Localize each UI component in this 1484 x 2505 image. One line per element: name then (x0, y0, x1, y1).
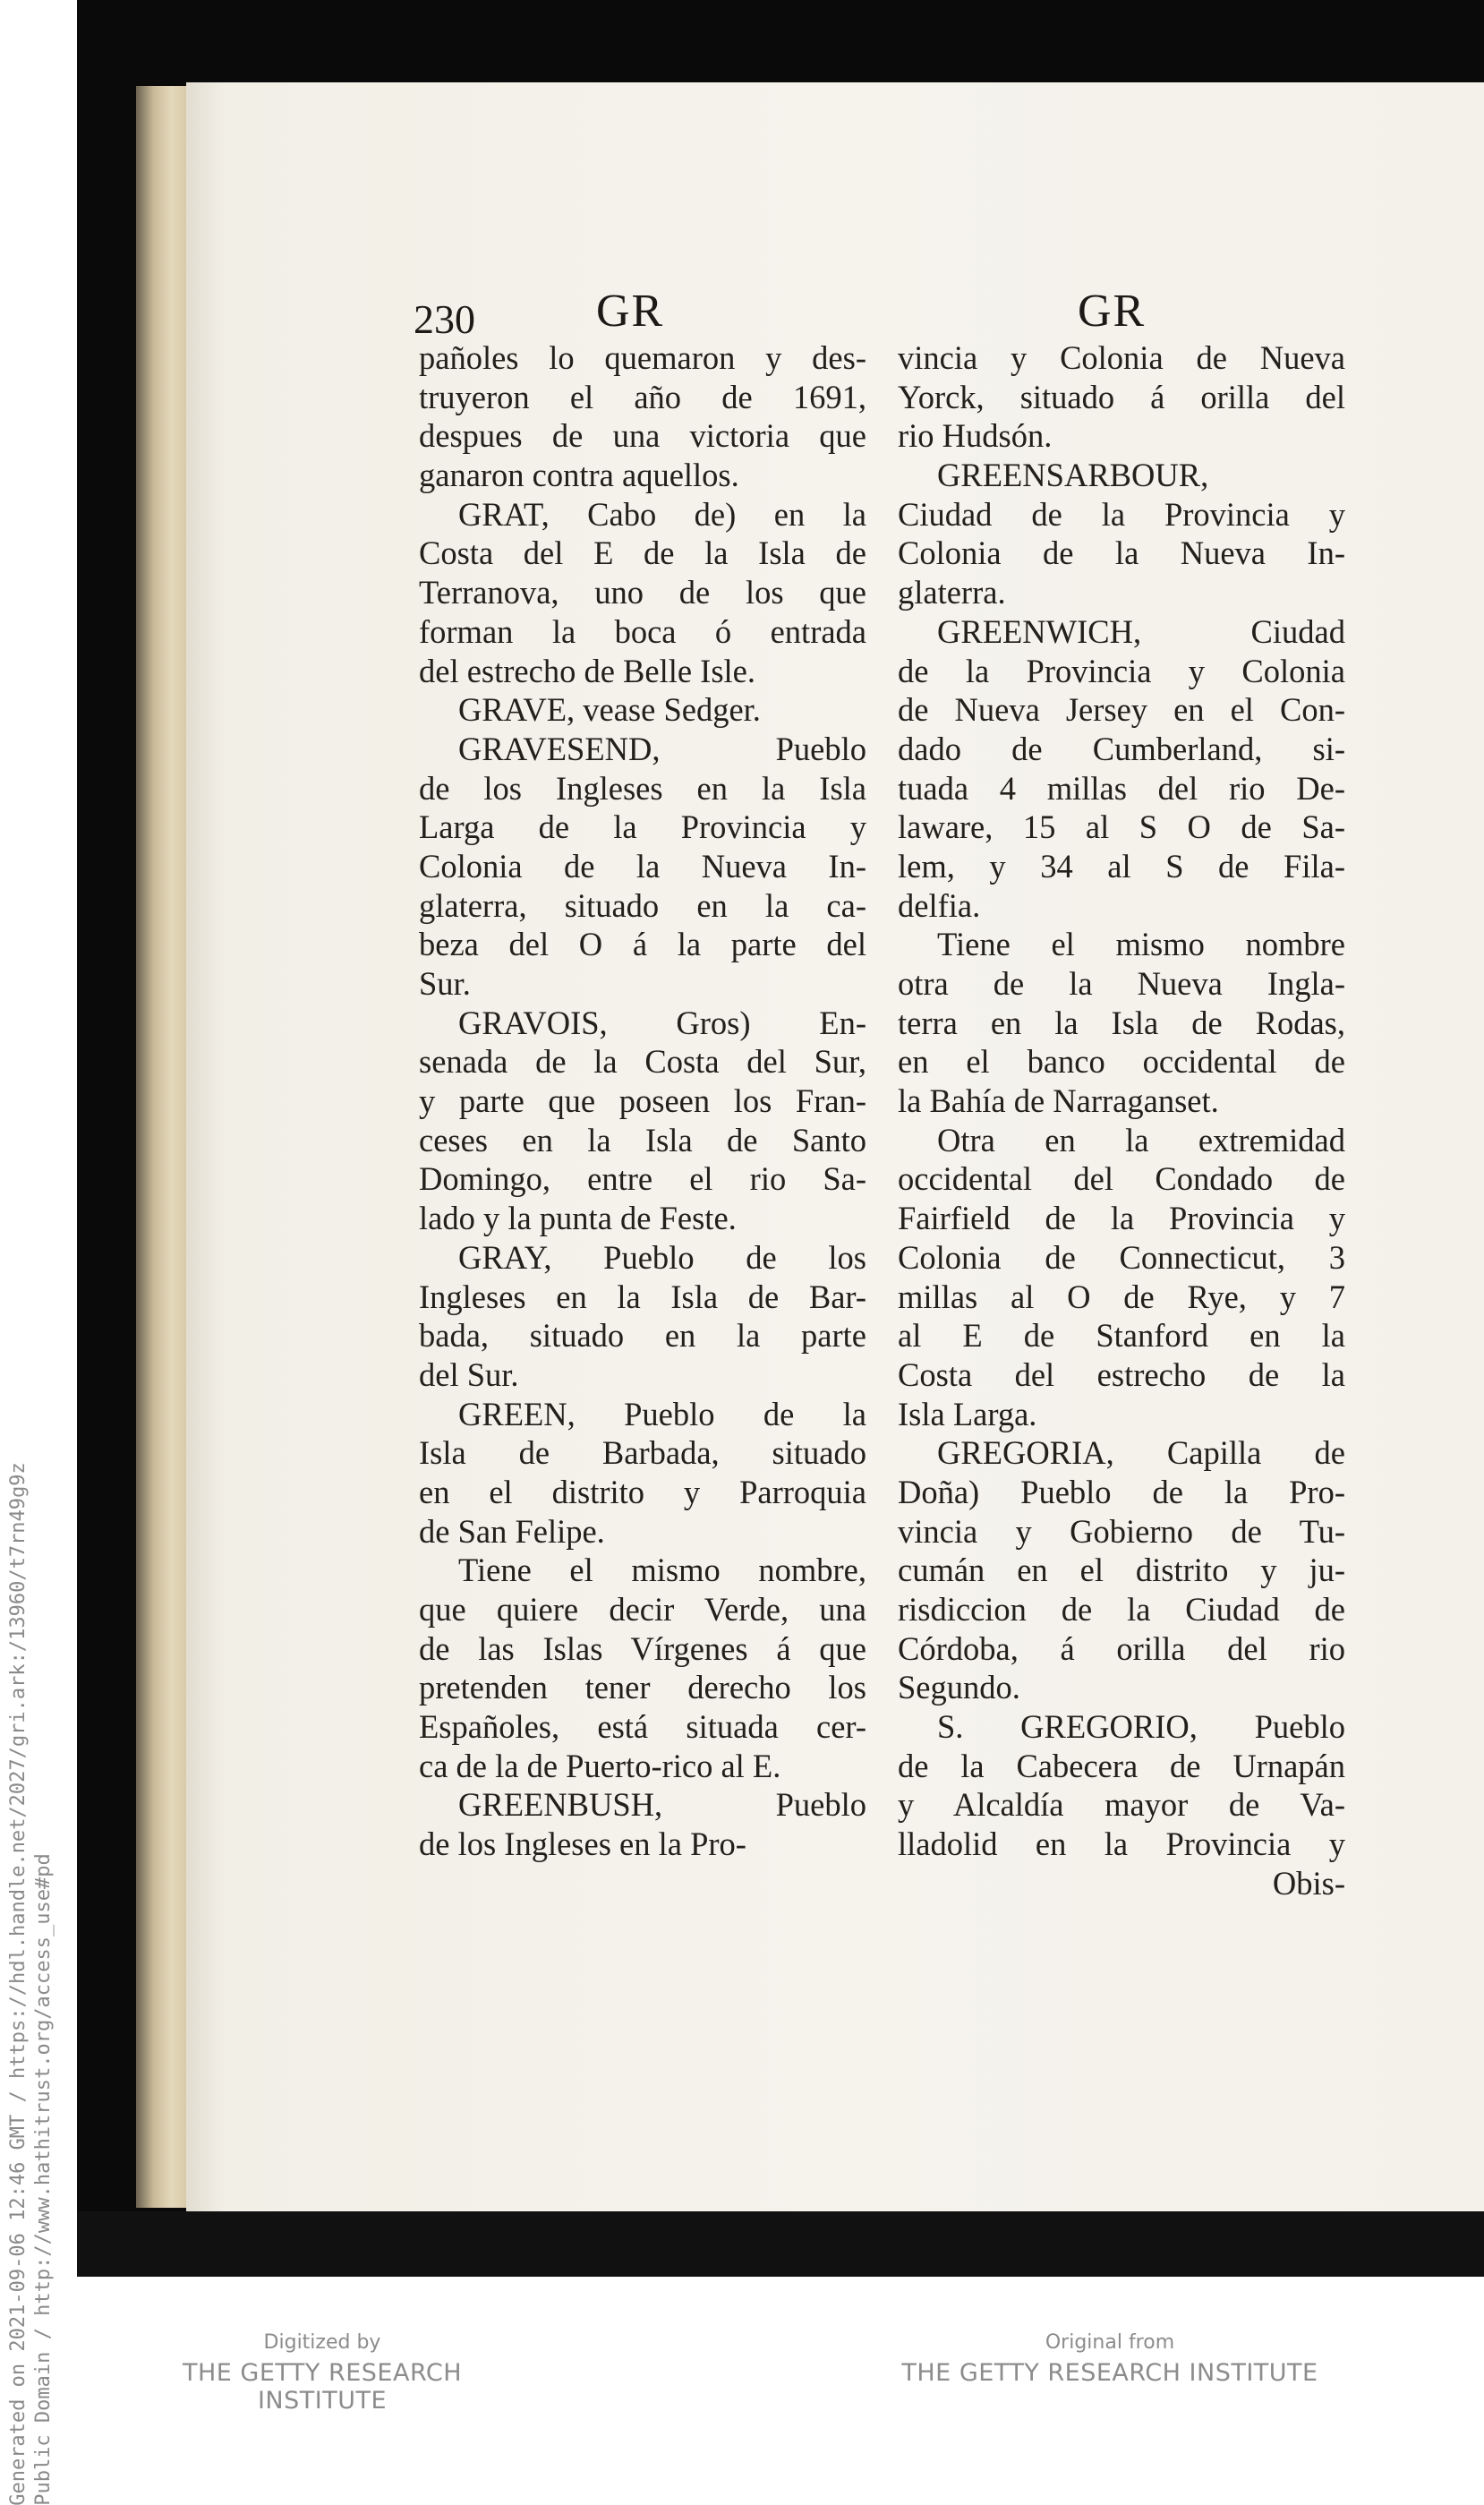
right-column-line: Isla Larga. (898, 1395, 1037, 1432)
right-column-line: terra en la Isla de Rodas, (898, 1004, 1345, 1041)
left-column-line: GRAVESEND, Pueblo (458, 730, 866, 767)
left-column-line: del Sur. (419, 1355, 519, 1393)
right-column-line: Otra en la extremidad (937, 1121, 1345, 1158)
left-column-line: lado y la punta de Feste. (419, 1200, 737, 1237)
left-column-line: pretenden tener derecho los (419, 1669, 866, 1706)
left-column-line: Larga de la Provincia y (419, 808, 866, 846)
left-text-column (419, 338, 866, 1864)
left-column-line: pañoles lo quemaron y des- (419, 339, 866, 376)
left-column-line: beza del O á la parte del (419, 926, 866, 963)
left-column-line: bada, situado en la parte (419, 1317, 866, 1355)
left-column-line: ganaron contra aquellos. (419, 457, 739, 494)
left-column-line: GRAT, Cabo de) en la (458, 495, 866, 533)
left-column-line: Terranova, uno de los que (419, 574, 866, 611)
right-column-line: dado de Cumberland, si- (898, 730, 1345, 767)
left-column-line: de las Islas Vírgenes á que (419, 1629, 866, 1667)
hathitrust-margin-stamp (0, 0, 63, 2505)
right-column-line: Doña) Pueblo de la Pro- (898, 1473, 1345, 1510)
right-column-line: tuada 4 millas del rio De- (898, 769, 1345, 807)
left-column-line: senada de la Costa del Sur, (419, 1043, 866, 1081)
left-column-line: Domingo, entre el rio Sa- (419, 1160, 866, 1198)
original-from-label: Original from (1045, 2331, 1175, 2354)
right-column-line: millas al O de Rye, y 7 (898, 1278, 1345, 1315)
right-column-line: Fairfield de la Provincia y (898, 1200, 1345, 1237)
left-column-line: de San Felipe. (419, 1512, 605, 1550)
right-column-line: glaterra. (898, 574, 1006, 611)
right-column-line: en el banco occidental de (898, 1043, 1345, 1081)
left-column-line: Costa del E de la Isla de (419, 534, 866, 572)
left-column-line: Sur. (419, 965, 471, 1002)
right-column-line: GREENSARBOUR, (937, 457, 1209, 494)
right-column-line: delfia. (898, 886, 981, 924)
digitized-by-credit (143, 2331, 501, 2415)
digitized-by-label: Digitized by (263, 2331, 381, 2354)
right-column-line: Colonia de la Nueva In- (898, 534, 1345, 572)
left-column-line: glaterra, situado en la ca- (419, 886, 866, 924)
left-column-line: ca de la de Puerto-rico al E. (419, 1747, 781, 1784)
right-column-line: de Nueva Jersey en el Con- (898, 691, 1345, 729)
left-column-line: forman la boca ó entrada (419, 612, 866, 650)
left-column-line: y parte que poseen los Fran- (419, 1082, 866, 1120)
right-column-line: Tiene el mismo nombre (937, 926, 1345, 963)
left-column-line: Tiene el mismo nombre, (458, 1552, 866, 1589)
right-column-line: Colonia de Connecticut, 3 (898, 1238, 1345, 1276)
right-column-line: risdiccion de la Ciudad de (898, 1591, 1345, 1628)
right-column-line: Ciudad de la Provincia y (898, 495, 1345, 533)
right-column-line: Obis- (1272, 1864, 1345, 1902)
page-number: 230 (414, 296, 475, 342)
right-column-line: lem, y 34 al S de Fila- (898, 847, 1345, 885)
left-column-line: Colonia de la Nueva In- (419, 847, 866, 885)
original-from-credit (886, 2331, 1334, 2387)
margin-stamp-line-2: Public Domain / http://www.hathitrust.org/access_use#pd (32, 1852, 55, 2505)
left-column-line: truyeron el año de 1691, (419, 378, 866, 415)
right-column-line: vincia y Colonia de Nueva (898, 339, 1345, 376)
right-column-line: laware, 15 al S O de Sa- (898, 808, 1345, 846)
left-column-line: de los Ingleses en la Isla (419, 769, 866, 807)
left-column-line: que quiere decir Verde, una (419, 1591, 866, 1628)
right-column-line: Córdoba, á orilla del rio (898, 1629, 1345, 1667)
scan-bottom-border (77, 2211, 1484, 2277)
left-column-line: Isla de Barbada, situado (419, 1434, 866, 1472)
right-column-line: rio Hudsón. (898, 417, 1053, 455)
margin-stamp-line-1: Generated on 2021-09-06 12:46 GMT / https://hdl.handle.net/2027/gri.ark:/13960/t7rn49g9z (7, 1461, 30, 2505)
left-column-line: GRAVOIS, Gros) En- (458, 1004, 866, 1041)
digitized-by-institution: THE GETTY RESEARCH INSTITUTE (182, 2359, 463, 2415)
right-column-line: cumán en el distrito y ju- (898, 1552, 1345, 1589)
right-column-line: Costa del estrecho de la (898, 1355, 1345, 1393)
left-column-line: GRAY, Pueblo de los (458, 1238, 866, 1276)
right-column-line: la Bahía de Narraganset. (898, 1082, 1219, 1120)
left-column-line: Ingleses en la Isla de Bar- (419, 1278, 866, 1315)
running-head-left: GR (596, 286, 665, 337)
right-text-column (898, 338, 1345, 1903)
right-column-line: de la Provincia y Colonia (898, 652, 1345, 689)
right-column-line: de la Cabecera de Urnapán (898, 1747, 1345, 1784)
left-column-line: Españoles, está situada cer- (419, 1708, 866, 1746)
right-column-line: Segundo. (898, 1669, 1020, 1706)
left-column-line: ceses en la Isla de Santo (419, 1121, 866, 1158)
right-column-line: al E de Stanford en la (898, 1317, 1345, 1355)
right-column-line: GREGORIA, Capilla de (937, 1434, 1345, 1472)
right-column-line: GREENWICH, Ciudad (937, 612, 1345, 650)
left-column-line: GREENBUSH, Pueblo (458, 1786, 866, 1824)
right-column-line: occidental del Condado de (898, 1160, 1345, 1198)
right-column-line: lladolid en la Provincia y (898, 1825, 1345, 1863)
left-column-line: de los Ingleses en la Pro- (419, 1825, 746, 1863)
page-fore-edge (136, 86, 186, 2208)
right-column-line: Yorck, situado á orilla del (898, 378, 1345, 415)
left-column-line: GRAVE, vease Sedger. (458, 691, 761, 729)
right-column-line: otra de la Nueva Ingla- (898, 965, 1345, 1002)
left-column-line: despues de una victoria que (419, 417, 866, 455)
right-column-line: y Alcaldía mayor de Va- (898, 1786, 1345, 1824)
original-from-institution: THE GETTY RESEARCH INSTITUTE (901, 2359, 1318, 2387)
left-column-line: GREEN, Pueblo de la (458, 1395, 866, 1432)
right-column-line: S. GREGORIO, Pueblo (937, 1708, 1345, 1746)
running-head-right: GR (1078, 286, 1147, 337)
right-column-line: vincia y Gobierno de Tu- (898, 1512, 1345, 1550)
left-column-line: del estrecho de Belle Isle. (419, 652, 755, 689)
left-column-line: en el distrito y Parroquia (419, 1473, 866, 1510)
